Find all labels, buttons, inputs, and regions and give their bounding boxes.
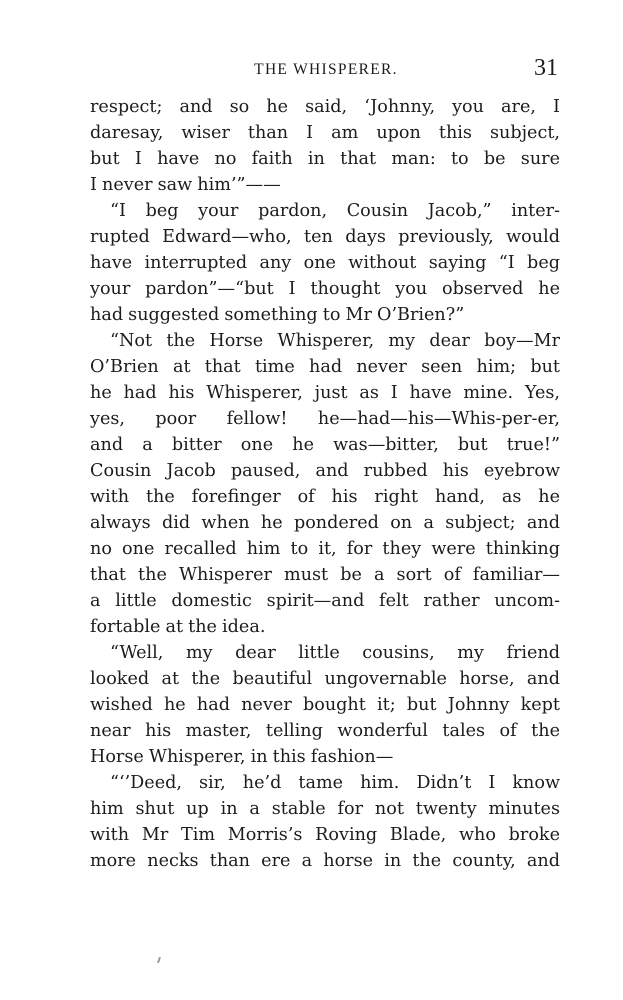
text-line: looked at the beautiful ungovernable horse, and <box>90 669 560 689</box>
ink-speck <box>157 957 161 963</box>
text-line: always did when he pondered on a subject; and <box>90 513 560 533</box>
text-line: a little domestic spirit—and felt rather uncom- <box>90 591 560 611</box>
text-line: near his master, telling wonderful tales of the <box>90 721 560 741</box>
text-line: I never saw him’”—— <box>90 175 281 195</box>
text-line: and a bitter one he was—bitter, but true!” <box>90 435 560 455</box>
text-line: him shut up in a stable for not twenty minutes <box>90 799 560 819</box>
text-line: “I beg your pardon, Cousin Jacob,” inter- <box>110 201 560 221</box>
text-line: O’Brien at that time had never seen him; but <box>90 357 560 377</box>
text-line: “Well, my dear little cousins, my friend <box>110 643 560 663</box>
text-line: your pardon”—“but I thought you observed he <box>90 279 560 299</box>
text-line: with Mr Tim Morris’s Roving Blade, who broke <box>90 825 560 845</box>
text-line: respect; and so he said, ‘Johnny, you are, I <box>90 97 560 117</box>
text-line: have interrupted any one without saying “I beg <box>90 253 560 273</box>
text-line: “Not the Horse Whisperer, my dear boy—Mr <box>110 331 560 351</box>
text-line: daresay, wiser than I am upon this subject, <box>90 123 560 143</box>
text-line: more necks than ere a horse in the county, and <box>90 851 560 871</box>
body-text <box>90 94 560 874</box>
text-line: no one recalled him to it, for they were thinking <box>90 539 560 559</box>
text-line: yes, poor fellow! he—had—his—Whis-per-er, <box>90 409 560 429</box>
text-line: that the Whisperer must be a sort of familiar— <box>90 565 560 585</box>
text-line: Horse Whisperer, in this fashion— <box>90 747 394 767</box>
running-title: THE WHISPERER. <box>254 61 398 78</box>
text-line: had suggested something to Mr O’Brien?” <box>90 305 465 325</box>
text-line: fortable at the idea. <box>90 617 266 637</box>
text-line: “‘’Deed, sir, he’d tame him. Didn’t I know <box>110 773 560 793</box>
text-line: Cousin Jacob paused, and rubbed his eyebrow <box>90 461 560 481</box>
page-number: 31 <box>534 55 558 81</box>
text-line: rupted Edward—who, ten days previously, would <box>90 227 560 247</box>
running-header <box>92 57 560 87</box>
text-line: he had his Whisperer, just as I have mine. Yes, <box>90 383 560 403</box>
text-line: wished he had never bought it; but Johnny kept <box>90 695 560 715</box>
text-line: with the forefinger of his right hand, as he <box>90 487 560 507</box>
text-line: but I have no faith in that man: to be sure <box>90 149 560 169</box>
